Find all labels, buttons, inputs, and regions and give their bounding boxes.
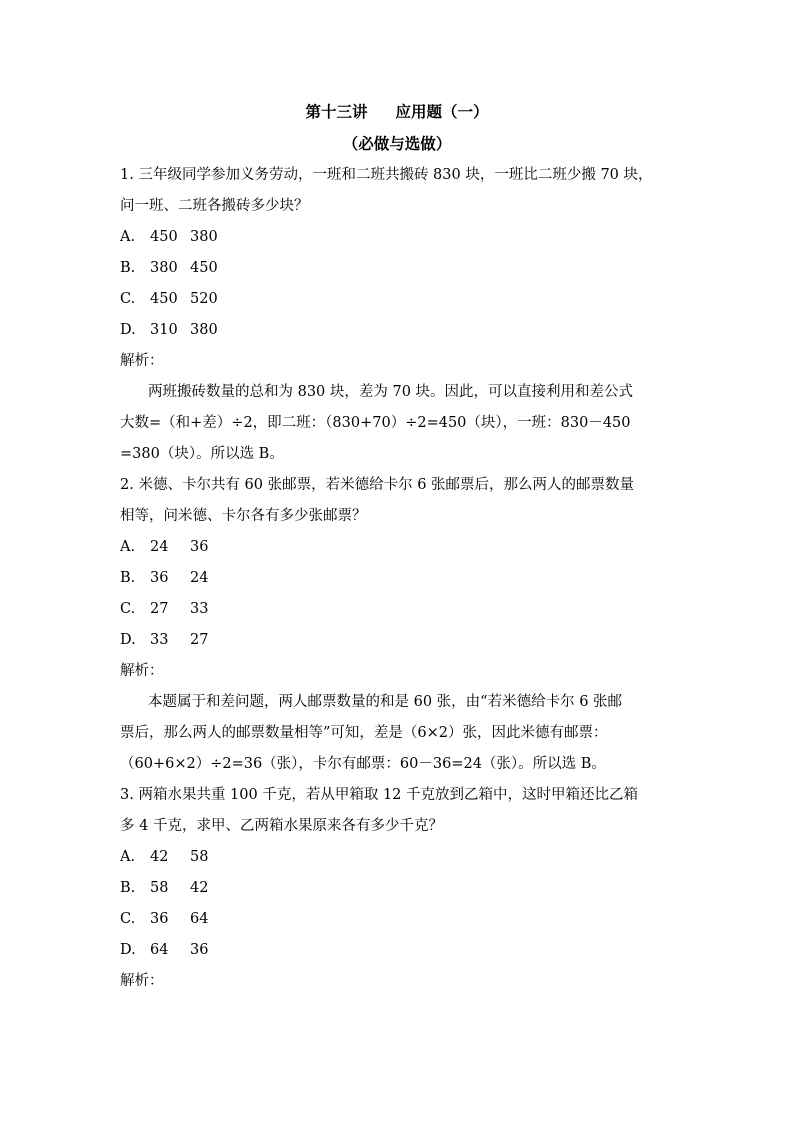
option-c — [120, 284, 680, 315]
analysis-text: （60+6×2）÷2=36（张），卡尔有邮票：60－36=24（张）。所以选 B。 — [120, 756, 606, 772]
analysis-text: 两班搬砖数量的总和为 830 块，差为 70 块。因此，可以直接利用和差公式 — [148, 384, 634, 400]
option-a — [120, 842, 680, 873]
option-d — [120, 935, 680, 966]
option-c — [120, 904, 680, 935]
question-2 — [120, 470, 680, 780]
option-label: C. — [120, 291, 136, 307]
option-label: D. — [120, 942, 136, 958]
question-stem: 相等，问米德、卡尔各有多少张邮票？ — [120, 508, 367, 524]
question-stem: 3. 两箱水果共重 100 千克，若从甲箱取 12 千克放到乙箱中，这时甲箱还比乙箱 — [120, 787, 639, 803]
option-label: B. — [120, 570, 136, 586]
option-value: 380 — [190, 322, 218, 338]
option-label: D. — [120, 322, 136, 338]
option-value: 36 — [190, 942, 209, 958]
question-1 — [120, 160, 680, 470]
option-value: 450 — [190, 260, 218, 276]
option-c — [120, 594, 680, 625]
option-d — [120, 625, 680, 656]
option-label: B. — [120, 260, 136, 276]
analysis-text: 票后，那么两人的邮票数量相等”可知，差是（6×2）张，因此米德有邮票： — [120, 725, 608, 741]
option-label: B. — [120, 880, 136, 896]
option-value: 42 — [150, 849, 169, 865]
analysis-label: 解析： — [120, 663, 164, 679]
option-value: 520 — [190, 291, 218, 307]
option-b — [120, 873, 680, 904]
question-stem: 多 4 千克，求甲、乙两箱水果原来各有多少千克？ — [120, 818, 443, 834]
question-stem: 问一班、二班各搬砖多少块？ — [120, 198, 309, 214]
option-value: 380 — [190, 229, 218, 245]
option-b — [120, 253, 680, 284]
question-stem: 2. 米德、卡尔共有 60 张邮票，若米德给卡尔 6 张邮票后，那么两人的邮票数量 — [120, 477, 635, 493]
option-value: 36 — [190, 539, 209, 555]
option-value: 33 — [190, 601, 209, 617]
option-value: 58 — [150, 880, 169, 896]
option-value: 36 — [150, 570, 169, 586]
option-a — [120, 532, 680, 563]
analysis-text: 大数=（和+差）÷2，即二班：（830+70）÷2=450（块），一班：830－450 — [120, 415, 631, 431]
option-value: 24 — [150, 539, 169, 555]
page-title — [0, 100, 794, 122]
option-d — [120, 315, 680, 346]
option-value: 24 — [190, 570, 209, 586]
option-value: 58 — [190, 849, 209, 865]
option-value: 450 — [150, 229, 178, 245]
page-subtitle: （必做与选做） — [342, 134, 452, 153]
option-value: 450 — [150, 291, 178, 307]
option-b — [120, 563, 680, 594]
option-value: 36 — [150, 911, 169, 927]
question-stem: 1. 三年级同学参加义务劳动，一班和二班共搬砖 830 块，一班比二班少搬 70 块， — [120, 167, 653, 183]
option-label: D. — [120, 632, 136, 648]
option-value: 42 — [190, 880, 209, 896]
option-value: 27 — [150, 601, 169, 617]
option-value: 310 — [150, 322, 178, 338]
option-value: 64 — [150, 942, 169, 958]
option-label: A. — [120, 229, 136, 245]
option-value: 64 — [190, 911, 209, 927]
option-value: 380 — [150, 260, 178, 276]
option-value: 27 — [190, 632, 209, 648]
analysis-text: 本题属于和差问题，两人邮票数量的和是 60 张，由“若米德给卡尔 6 张邮 — [148, 694, 623, 710]
question-list — [120, 160, 680, 997]
option-a — [120, 222, 680, 253]
option-label: C. — [120, 601, 136, 617]
option-label: A. — [120, 849, 136, 865]
option-label: C. — [120, 911, 136, 927]
option-value: 33 — [150, 632, 169, 648]
analysis-label: 解析： — [120, 353, 164, 369]
analysis-text: =380（块）。所以选 B。 — [120, 446, 284, 462]
option-label: A. — [120, 539, 136, 555]
question-3 — [120, 780, 680, 997]
analysis-label: 解析： — [120, 973, 164, 989]
lesson-number: 第十三讲 — [305, 102, 368, 121]
lesson-topic: 应用题（一） — [395, 102, 489, 121]
